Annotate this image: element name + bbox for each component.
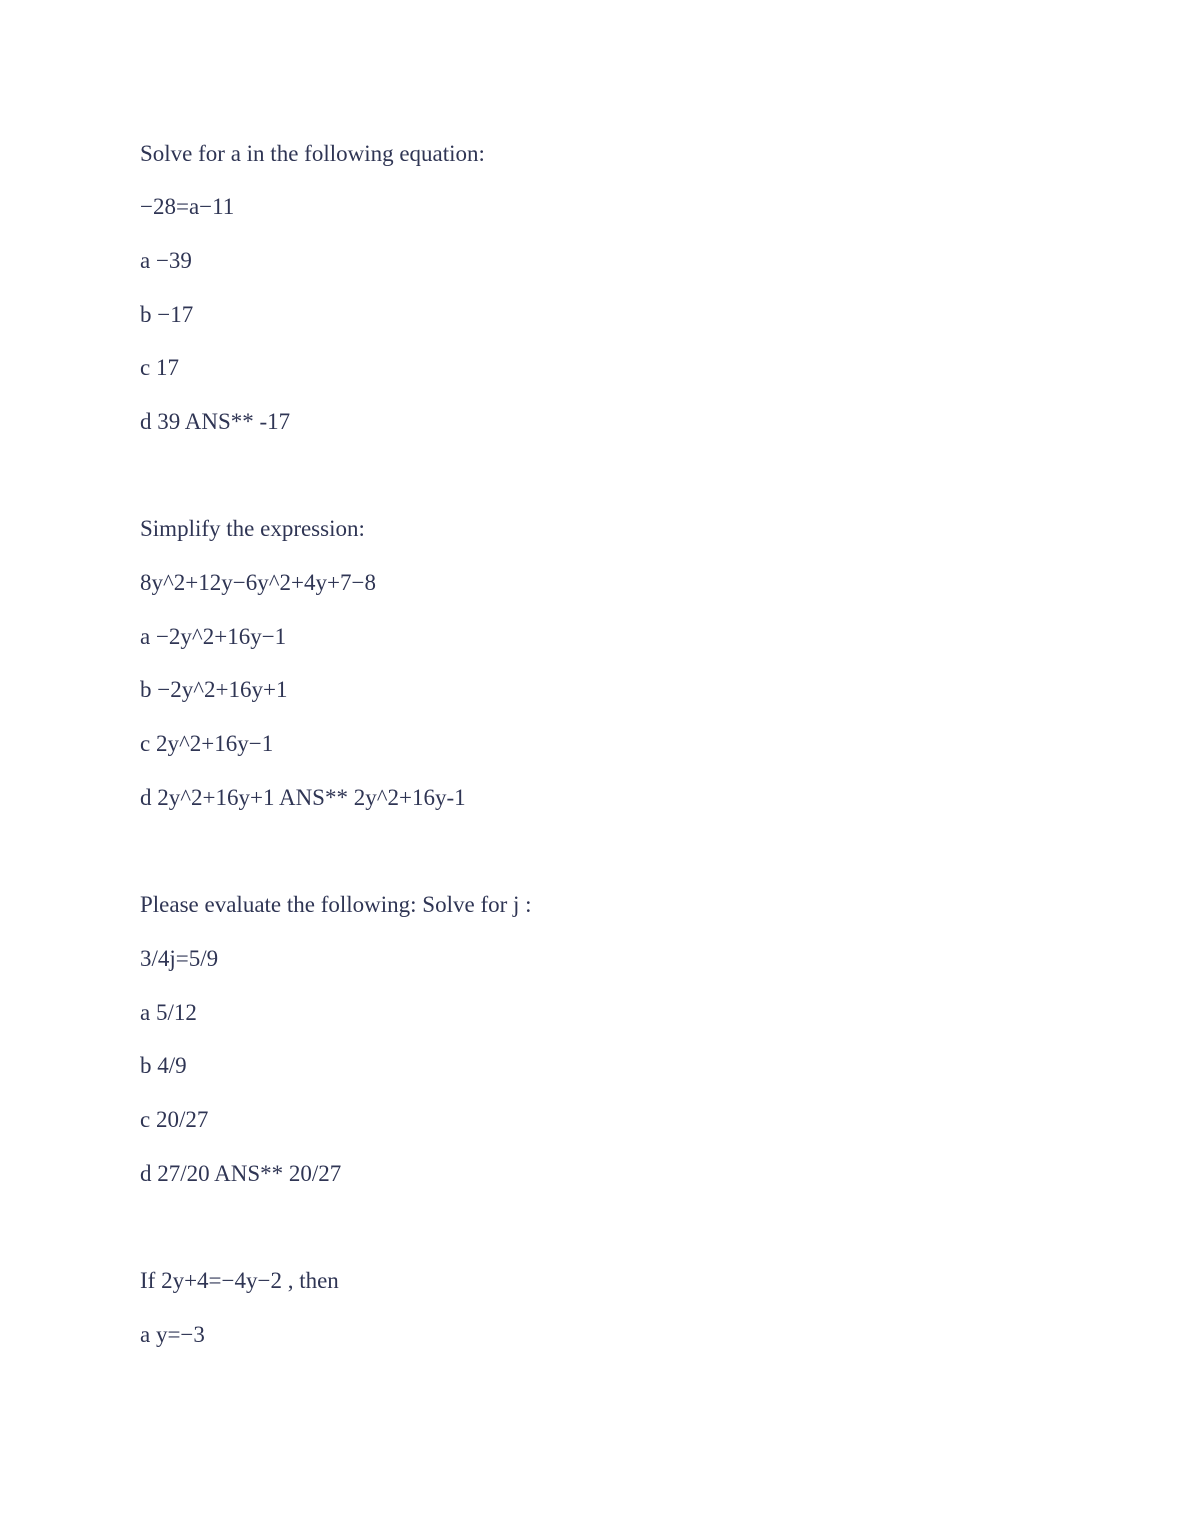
question-1-expression: −28=a−11 (140, 194, 235, 219)
question-3-prompt: Please evaluate the following: Solve for j : (140, 892, 532, 917)
question-4-prompt: If 2y+4=−4y−2 , then (140, 1268, 339, 1293)
question-2-option-b: b −2y^2+16y+1 (140, 677, 288, 702)
question-2-prompt: Simplify the expression: (140, 516, 365, 541)
question-1-option-b: b −17 (140, 302, 194, 327)
question-2-option-d: d 2y^2+16y+1 ANS** 2y^2+16y-1 (140, 785, 466, 810)
question-2-option-a: a −2y^2+16y−1 (140, 624, 287, 649)
question-1-option-c: c 17 (140, 355, 179, 380)
question-1-option-a: a −39 (140, 248, 192, 273)
question-4-option-a: a y=−3 (140, 1322, 205, 1347)
question-3-option-c: c 20/27 (140, 1107, 209, 1132)
question-2-expression: 8y^2+12y−6y^2+4y+7−8 (140, 570, 376, 595)
question-1-prompt: Solve for a in the following equation: (140, 141, 485, 166)
question-3-option-d: d 27/20 ANS** 20/27 (140, 1161, 342, 1186)
question-3-option-b: b 4/9 (140, 1053, 187, 1078)
question-3-expression: 3/4j=5/9 (140, 946, 219, 971)
question-2-option-c: c 2y^2+16y−1 (140, 731, 274, 756)
question-3-option-a: a 5/12 (140, 1000, 197, 1025)
question-1-option-d: d 39 ANS** -17 (140, 409, 291, 434)
